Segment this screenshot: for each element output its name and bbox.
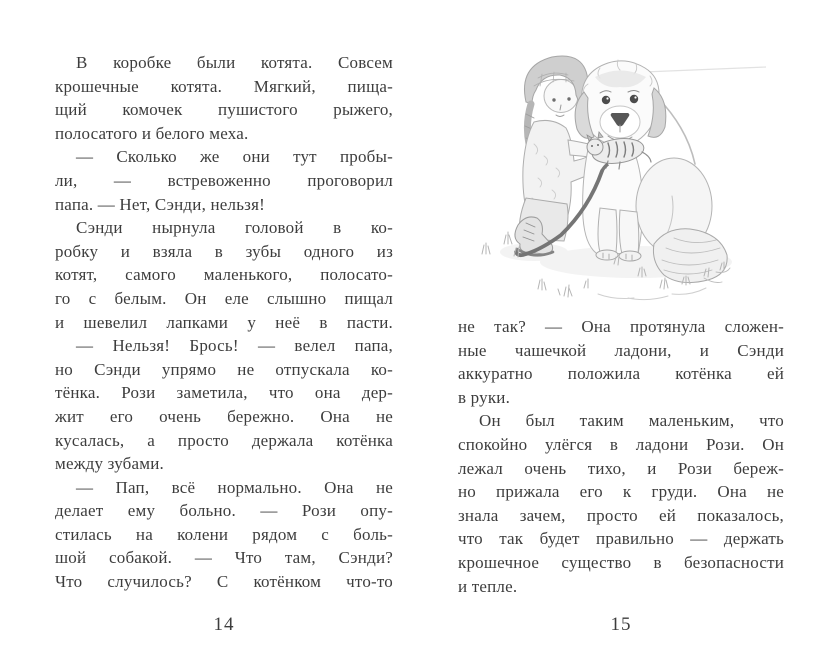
text-line: делает ему больно. — Рози опу- — [55, 501, 393, 521]
text-line: полосатого и белого меха. — [55, 123, 249, 143]
text-line: и тепле. — [458, 576, 518, 596]
page-number-right: 15 — [610, 614, 632, 635]
text-line: крошечное существо в безопасности — [458, 552, 784, 572]
text-line: спокойно улёгся в ладони Рози. Он — [458, 434, 784, 454]
text-line: что так будет правильно — держать — [458, 529, 784, 549]
text-line: робку и взяла в зубы одного из — [55, 241, 393, 261]
text-line: аккуратно положила котёнка ей — [458, 364, 784, 384]
illustration-girl-dog-kitten — [468, 48, 768, 310]
text-line: в руки. — [458, 387, 511, 407]
text-line: Он был таким маленьким, что — [479, 411, 784, 431]
left-page-text — [55, 51, 393, 594]
text-line: между зубами. — [55, 454, 164, 474]
text-line: В коробке были котята. Совсем — [76, 53, 393, 72]
text-line: Сэнди нырнула головой в ко- — [76, 218, 393, 238]
text-line: тёнка. Рози заметила, что она дер- — [55, 383, 393, 403]
text-line: не так? — Она протянула сложен- — [458, 317, 784, 336]
text-line: лежал очень тихо, и Рози береж- — [458, 458, 784, 478]
text-line: крошечные котята. Мягкий, пища- — [55, 76, 393, 96]
text-line: но Сэнди упрямо не отпускала ко- — [55, 359, 393, 379]
text-line: стилась на колени рядом с боль- — [55, 524, 393, 544]
text-line: ли, — встревоженно проговорил — [55, 170, 393, 190]
text-line: щий комочек пушистого рыжего, — [55, 100, 393, 120]
text-line: — Нельзя! Брось! — велел папа, — [76, 336, 393, 356]
text-line: го с белым. Он еле слышно пищал — [55, 288, 393, 308]
text-line: кусалась, а просто держала котёнка — [55, 430, 393, 450]
pencil-stray-line — [644, 67, 766, 72]
text-line: — Пап, всё нормально. Она не — [76, 477, 393, 497]
text-line: шой собакой. — Что там, Сэнди? — [55, 548, 393, 568]
text-line: котят, самого маленького, полосато- — [55, 265, 393, 285]
page-number-left: 14 — [213, 614, 235, 635]
text-line: — Сколько же они тут пробы- — [76, 147, 393, 167]
dog-tail — [653, 229, 727, 283]
text-line: знала зачем, просто ей показалось, — [458, 505, 784, 525]
text-line: папа. — Нет, Сэнди, нельзя! — [55, 194, 265, 214]
text-line: Что случилось? С котёнком что-то — [55, 572, 393, 592]
text-line: ные чашечкой ладони, и Сэнди — [458, 340, 784, 360]
text-line: но прижала его к груди. Она не — [458, 482, 784, 502]
right-page-text — [458, 315, 784, 598]
text-line: жит его очень бережно. Она не — [55, 406, 393, 426]
text-line: и шевелил лапками у неё в пасти. — [55, 312, 393, 332]
